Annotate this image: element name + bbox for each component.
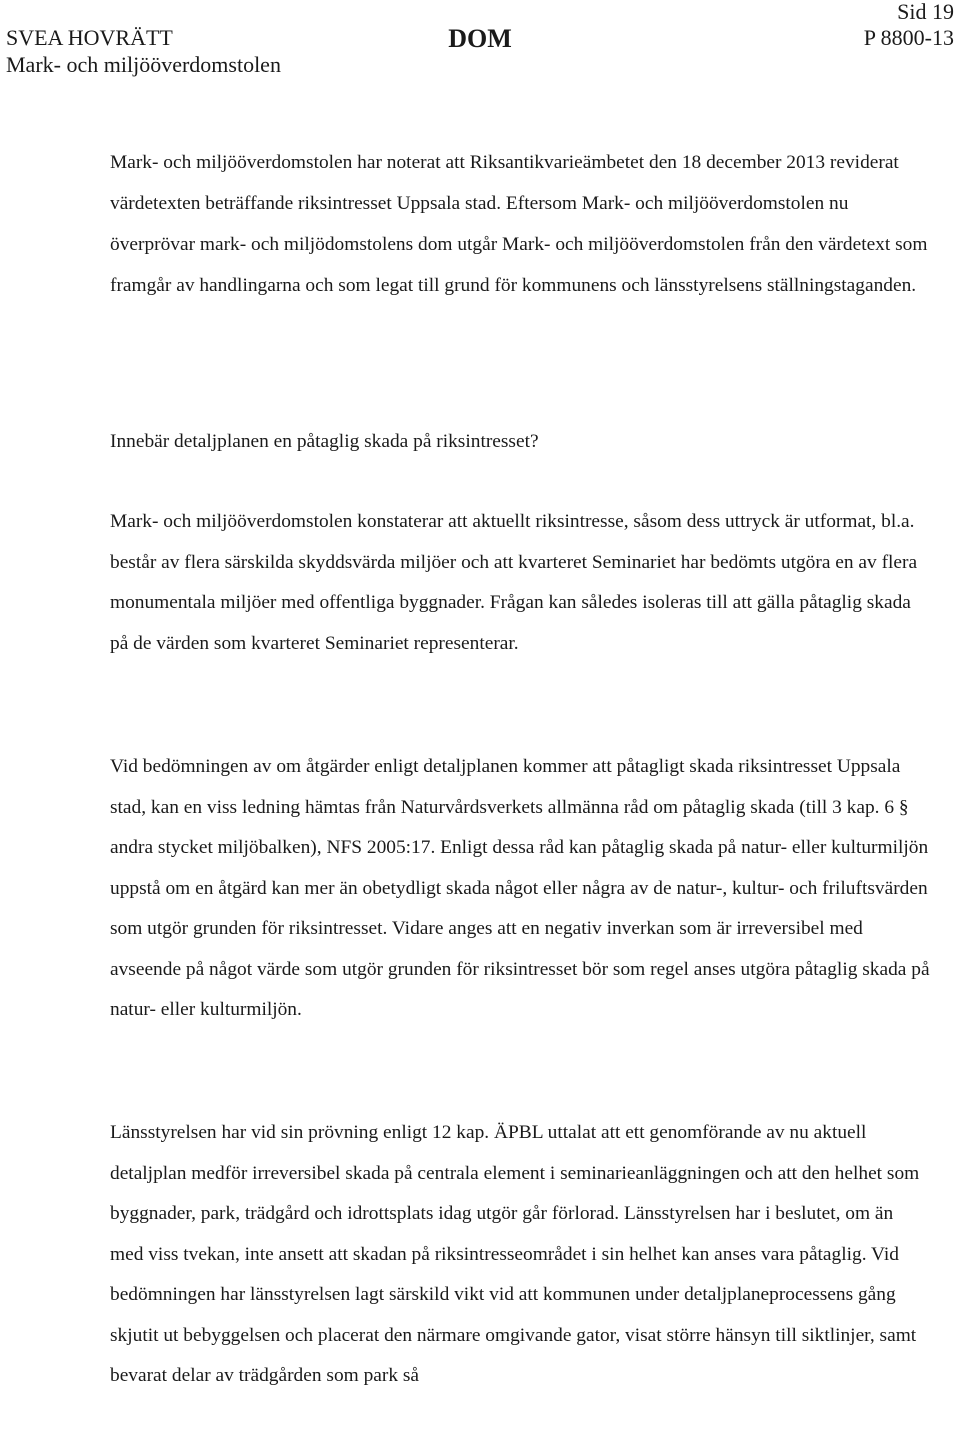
paragraph-riksintresse: Mark- och miljööverdomstolen konstaterar att aktuellt riksintresse, såsom dess uttryck är utformat, bl.a. består av flera särskilda skyddsvärda miljöer och att kvarteret Seminariet har bedömts utgöra en av flera monumentala miljöer med offentliga byggnader. Frågan kan således isoleras till att gälla påtaglig skada på de värden som kvarteret Seminariet representerar. — [110, 511, 918, 654]
paragraph-lansstyrelsen: Länsstyrelsen har vid sin prövning enligt 12 kap. ÄPBL uttalat att ett genomförande av nu aktuell detaljplan medför irreversibel skada på centrala element i seminarieanläggningen och att den helhet som byggnader, park, trädgård och idrottsplats idag utgör går förlorad. Länsstyrelsen har i beslutet, om än med viss tvekan, inte ansett att skadan på riksintresseområdet i sin helhet kan anses vara påtaglig. Vid bedömningen har länsstyrelsen lagt särskild vikt vid att kommunen under detaljplaneprocessens gång skjutit ut bebyggelsen och placerat den närmare omgivande gator, visat större hänsyn till siktlinjer, samt bevarat delar av trädgården som park så — [110, 1122, 920, 1386]
court-name: SVEA HOVRÄTT — [6, 25, 173, 50]
paragraph-assessment: Vid bedömningen av om åtgärder enligt detaljplanen kommer att påtagligt skada riksintresset Uppsala stad, kan en viss ledning hämtas från Naturvårdsverkets allmänna råd om påtaglig skada (till 3 kap. 6 § andra stycket miljöbalken), NFS 2005:17. Enligt dessa råd kan påtaglig skada på natur- eller kulturmiljön uppstå om en åtgärd kan mer än obetydligt skada något eller några av de natur-, kultur- och friluftsvärden som utgör grunden för riksintresset. Vidare anges att en negativ inverkan som är irreversibel med avseende på något värde som utgör grunden för riksintresset bör som regel anses utgöra påtaglig skada på natur- eller kulturmiljön. — [110, 756, 930, 1020]
department-name: Mark- och miljööverdomstolen — [6, 52, 281, 77]
page-number: Sid 19 — [897, 0, 954, 24]
paragraph-value-text: Mark- och miljööverdomstolen har noterat att Riksantikvarieämbetet den 18 december 2013 reviderat värdetexten beträffande riksintresset Uppsala stad. Eftersom Mark- och miljööverdomstolen nu överprövar mark- och miljödomstolens dom utgår Mark- och miljööverdomstolen från den värdetext som framgår av handlingarna och som legat till grund för kommunens och länsstyrelsens ställningstaganden. — [110, 152, 928, 296]
case-number: P 8800-13 — [863, 25, 954, 50]
document-type: DOM — [448, 24, 512, 53]
section-question: Innebär detaljplanen en påtaglig skada på riksintresset? — [110, 431, 539, 452]
